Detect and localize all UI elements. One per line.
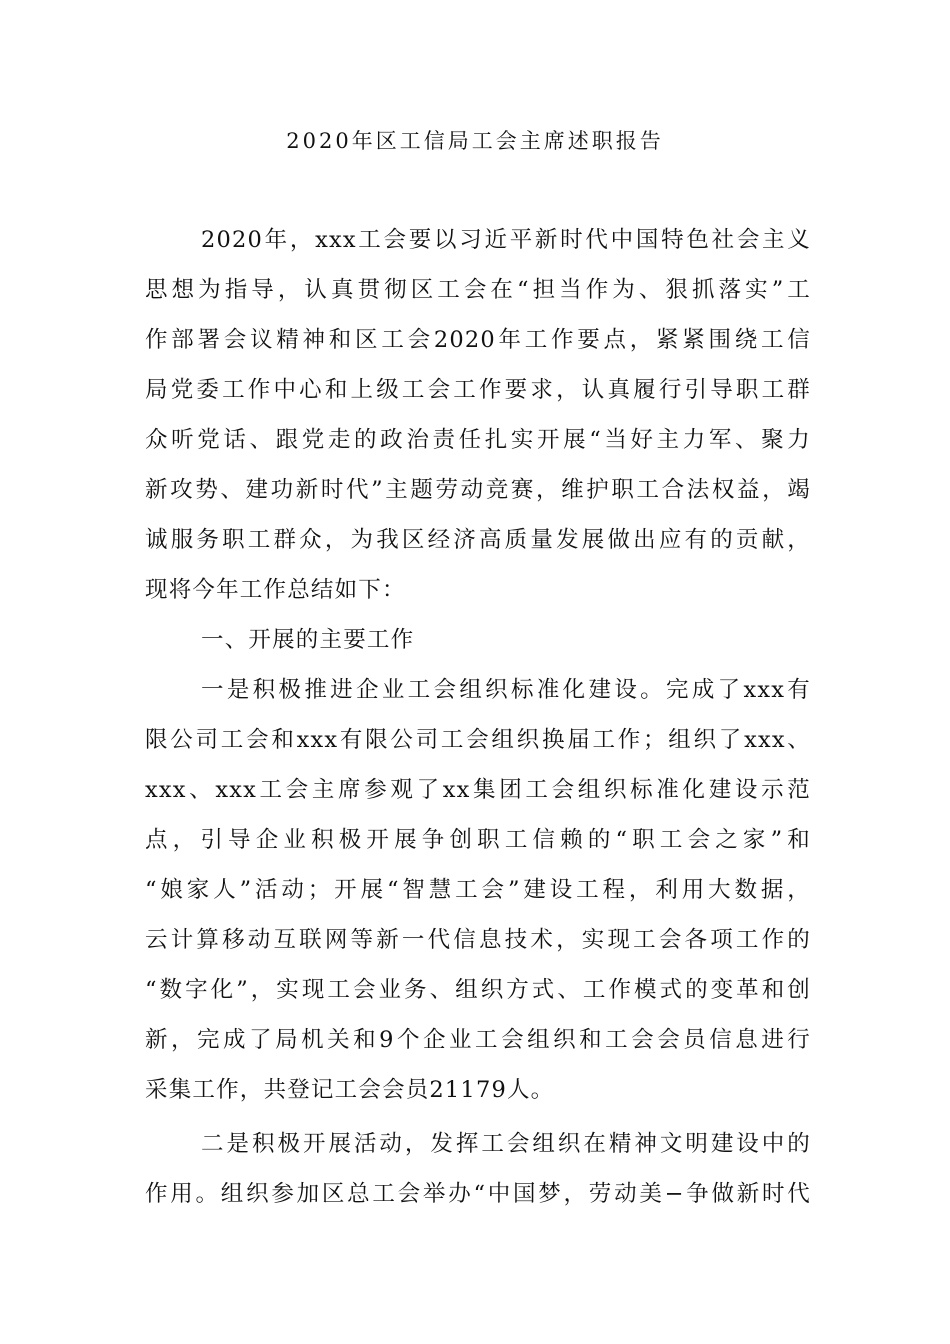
paragraph-line: 现将今年工作总结如下： <box>145 577 406 603</box>
paragraph-line: 点，引导企业积极开展争创职工信赖的“职工会之家”和 <box>145 827 811 853</box>
paragraph-line: 新，完成了局机关和9个企业工会组织和工会会员信息进行 <box>145 1027 811 1053</box>
paragraph-line: 一是积极推进企业工会组织标准化建设。完成了xxx有 <box>201 677 811 703</box>
paragraph-line: 新攻势、建功新时代”主题劳动竞赛，维护职工合法权益，竭 <box>145 477 811 503</box>
document-title: 2020年区工信局工会主席述职报告 <box>286 129 664 153</box>
paragraph-line: “娘家人”活动；开展“智慧工会”建设工程，利用大数据， <box>145 877 811 903</box>
paragraph-line: 作部署会议精神和区工会2020年工作要点，紧紧围绕工信 <box>145 327 811 353</box>
paragraph-line: 众听党话、跟党走的政治责任扎实开展“当好主力军、聚力 <box>145 427 811 453</box>
paragraph-line: 局党委工作中心和上级工会工作要求，认真履行引导职工群 <box>145 377 811 403</box>
paragraph-line: 云计算移动互联网等新一代信息技术，实现工会各项工作的 <box>145 927 811 953</box>
paragraph-line: 二是积极开展活动，发挥工会组织在精神文明建设中的 <box>201 1131 811 1157</box>
paragraph-line: 限公司工会和xxx有限公司工会组织换届工作；组织了xxx、 <box>145 727 811 753</box>
paragraph-line: 思想为指导，认真贯彻区工会在“担当作为、狠抓落实”工 <box>145 277 811 303</box>
paragraph-line: “数字化”，实现工会业务、组织方式、工作模式的变革和创 <box>145 977 811 1003</box>
paragraph-line: 作用。组织参加区总工会举办“中国梦，劳动美−争做新时代 <box>145 1181 811 1207</box>
paragraph-line: 诚服务职工群众，为我区经济高质量发展做出应有的贡献， <box>145 527 811 553</box>
section-heading: 一、开展的主要工作 <box>201 627 415 653</box>
document-body <box>145 224 811 1228</box>
paragraph-line: 2020年，xxx工会要以习近平新时代中国特色社会主义 <box>201 227 811 253</box>
paragraph-line: 采集工作，共登记工会会员21179人。 <box>145 1077 555 1103</box>
paragraph-line: xxx、xxx工会主席参观了xx集团工会组织标准化建设示范 <box>145 777 811 803</box>
